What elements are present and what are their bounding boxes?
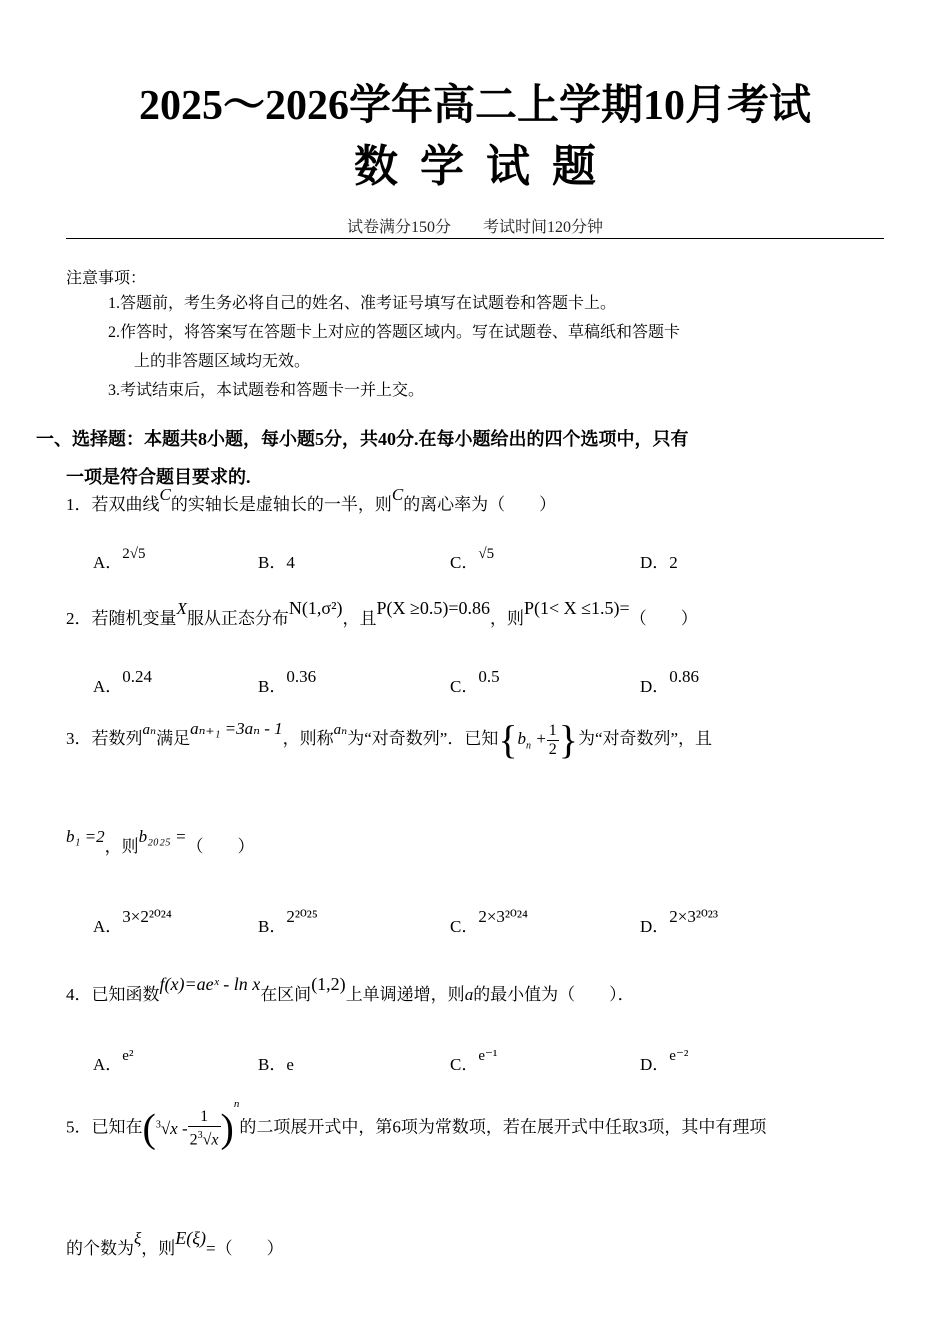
section-line-2: 一项是符合题目要求的. — [66, 467, 251, 487]
fraction-half — [547, 722, 559, 759]
option-label: B． — [258, 553, 287, 572]
math-var: C — [391, 485, 404, 504]
q-text: 的离心率为（ ） — [403, 495, 557, 514]
right-paren: ) — [220, 1105, 234, 1151]
option-label: B． — [258, 1055, 287, 1074]
numerator: 1 — [188, 1108, 221, 1127]
q-text: 的最小值为（ ）． — [473, 985, 635, 1004]
math-expr: P(1< X ≤1.5)= — [524, 598, 630, 618]
q1-option-b[interactable] — [258, 548, 295, 573]
question-1 — [66, 485, 557, 515]
notice-item-1: 1.答题前，考生务必将自己的姓名、准考证号填写在试题卷和答题卡上。 — [108, 295, 617, 312]
option-label: D． — [640, 553, 670, 572]
option-value: 0.5 — [478, 667, 500, 686]
q-text: 的实轴长是虚轴长的一半，则 — [170, 495, 392, 514]
math-var: C — [159, 485, 171, 504]
notice-item-2: 2.作答时，将答案写在答题卡上对应的答题区域内。写在试题卷、草稿纸和答题卡 — [108, 324, 681, 341]
q-text: 若随机变量 — [91, 609, 177, 628]
option-label: C． — [450, 553, 479, 572]
option-label: D． — [640, 1055, 670, 1074]
question-3-cont — [66, 827, 255, 857]
option-value: 2²⁰²⁵ — [286, 907, 318, 926]
math-var: $b_n$ + — [517, 728, 547, 752]
notice-heading: 注意事项： — [66, 270, 147, 287]
exam-title: 2025～2026学年高二上学期10月考试 — [138, 83, 811, 129]
numerator: 1 — [548, 721, 557, 739]
math-expr: f(x)=aeˣ - ln x — [159, 974, 261, 994]
q-text: 上单调递增，则 — [345, 985, 465, 1004]
header-divider — [66, 238, 884, 239]
option-label: A． — [93, 677, 123, 696]
q3-option-b[interactable] — [258, 907, 318, 937]
math-expr: aₙ₊₁ =3aₙ - 1 — [190, 718, 283, 738]
q-text: 的个数为 — [66, 1239, 134, 1258]
math-expr: E(ξ) — [175, 1228, 206, 1248]
math-expr: b₂₀₂₅ = — [138, 827, 187, 846]
q3-option-c[interactable] — [450, 907, 528, 937]
q-text: 已知在 — [91, 1117, 143, 1137]
left-brace: { — [498, 717, 518, 762]
q-text: 服从正态分布 — [186, 609, 289, 628]
option-label: A． — [93, 917, 123, 936]
option-value: 2×3²⁰²⁴ — [478, 907, 528, 926]
option-label: C． — [450, 677, 479, 696]
math-expr: P(X ≥0.5)=0.86 — [376, 598, 491, 618]
option-value: 0.36 — [286, 667, 317, 686]
math-expr: (1,2) — [311, 974, 346, 994]
question-number: 5． — [66, 1117, 92, 1137]
q-text: 若双曲线 — [91, 495, 160, 514]
q2-option-b[interactable] — [258, 667, 317, 697]
option-label: A． — [93, 1055, 123, 1074]
fraction-term — [188, 1108, 221, 1149]
q4-option-c[interactable] — [450, 1050, 497, 1075]
option-value: e⁻² — [669, 1048, 689, 1064]
q-text: ，则 — [141, 1239, 176, 1258]
denominator: 2 — [548, 740, 557, 758]
full-score: 试卷满分150分 — [346, 219, 451, 236]
q2-option-c[interactable] — [450, 667, 500, 697]
exponent-n: n — [233, 1097, 240, 1110]
option-label: B． — [258, 677, 287, 696]
question-5 — [66, 1097, 767, 1151]
q-text: =（ ） — [205, 1239, 284, 1258]
exam-time: 考试时间120分钟 — [483, 219, 604, 236]
q1-option-d[interactable] — [640, 548, 678, 573]
option-value: e⁻¹ — [478, 1048, 498, 1064]
notice-item-3: 3.考试结束后，本试题卷和答题卡一并上交。 — [108, 382, 425, 399]
q2-option-a[interactable] — [93, 667, 153, 697]
q1-option-c[interactable] — [450, 548, 494, 573]
q3-option-d[interactable] — [640, 907, 718, 937]
math-var: a — [464, 985, 474, 1004]
question-2 — [66, 598, 698, 629]
math-var: ξ — [134, 1229, 142, 1248]
q4-option-d[interactable] — [640, 1050, 688, 1075]
q-text: 为“对奇数列”，且 — [577, 728, 713, 748]
question-number: 3． — [66, 728, 92, 748]
q-text: ，则 — [490, 609, 525, 628]
option-label: C． — [450, 917, 479, 936]
option-value: 0.86 — [669, 667, 700, 686]
math-expr: N(1,σ²) — [288, 598, 343, 618]
q4-option-b[interactable] — [258, 1050, 294, 1075]
option-value: 2√5 — [122, 546, 146, 562]
question-3 — [66, 717, 713, 762]
right-brace: } — [558, 717, 578, 762]
option-value: 0.24 — [122, 667, 153, 686]
question-5-cont — [66, 1228, 284, 1259]
q4-option-a[interactable] — [93, 1050, 133, 1075]
question-4 — [66, 974, 635, 1005]
question-number: 4． — [66, 985, 92, 1004]
math-var: X — [176, 599, 187, 618]
math-expr: aₙ — [142, 721, 157, 738]
q-text: ，则称 — [282, 728, 334, 748]
q2-option-d[interactable] — [640, 667, 700, 697]
option-label: B． — [258, 917, 287, 936]
option-value: 2×3²⁰²³ — [669, 907, 718, 926]
left-paren: ( — [142, 1105, 156, 1151]
option-label: A． — [93, 553, 123, 572]
q3-option-a[interactable] — [93, 907, 172, 937]
option-value: √5 — [478, 546, 495, 562]
denominator: $2^3√x$ — [189, 1130, 219, 1149]
cube-root-x: $^3$√x - — [155, 1118, 188, 1138]
option-value: 2 — [669, 553, 678, 572]
option-value: e — [286, 1055, 294, 1074]
q-text: 的二项展开式中，第6项为常数项，若在展开式中任取3项，其中有理项 — [239, 1117, 767, 1137]
q-text: 满足 — [156, 728, 191, 748]
exam-info — [0, 214, 950, 237]
q-text: ，且 — [342, 609, 377, 628]
notice-item-2-cont: 上的非答题区域均无效。 — [134, 353, 311, 370]
q-text: 为“对奇数列”．已知 — [347, 728, 499, 748]
question-number: 1． — [66, 495, 92, 514]
option-label: D． — [640, 677, 670, 696]
q1-option-a[interactable] — [93, 548, 146, 573]
question-number: 2． — [66, 609, 92, 628]
q-text: 在区间 — [260, 985, 312, 1004]
section-line-1: 一、选择题：本题共8小题，每小题5分，共40分.在每小题给出的四个选项中，只有 — [36, 429, 689, 449]
q-text: ，则 — [104, 837, 139, 856]
subject-title: 数学试题 — [354, 142, 618, 191]
q-text: （ ） — [186, 837, 255, 856]
option-label: C． — [450, 1055, 479, 1074]
math-expr: b₁ =2 — [66, 827, 105, 846]
option-value: 4 — [286, 553, 295, 572]
math-expr: aₙ — [333, 721, 348, 738]
q-text: （ ） — [629, 609, 698, 628]
option-value: 3×2²⁰²⁴ — [122, 907, 172, 926]
option-value: e² — [122, 1048, 134, 1064]
q-text: 已知函数 — [91, 985, 160, 1004]
q-text: 若数列 — [91, 728, 143, 748]
option-label: D． — [640, 917, 670, 936]
